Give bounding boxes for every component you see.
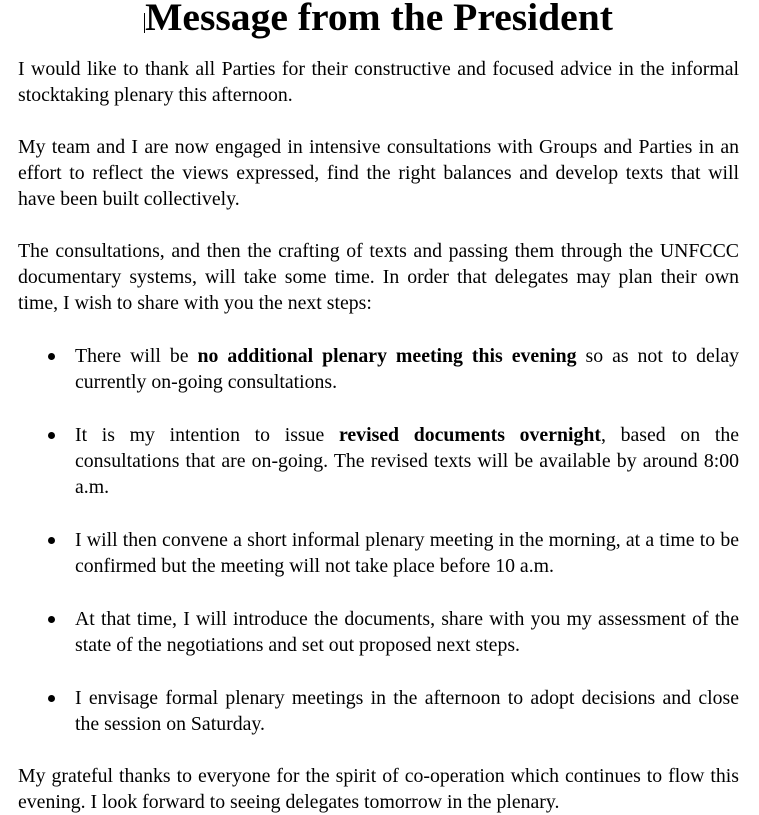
paragraph-closing: My grateful thanks to everyone for the spirit of co-operation which continues to flow this evening. I look forward to seeing delegates tomorrow in the plenary. bbox=[18, 765, 739, 813]
document-page bbox=[18, 0, 739, 815]
next-steps-list bbox=[18, 343, 739, 737]
list-item: It is my intention to issue revised documents overnight, based on the consultations that are on-going. The revised texts will be available by around 8:00 a.m. bbox=[18, 422, 739, 500]
bullet-icon bbox=[48, 432, 55, 439]
list-item: I will then convene a short informal plenary meeting in the morning, at a time to be confirmed but the meeting will not take place before 10 a.m. bbox=[18, 527, 739, 579]
list-item: I envisage formal plenary meetings in the afternoon to adopt decisions and close the session on Saturday. bbox=[18, 685, 739, 737]
list-item: At that time, I will introduce the documents, share with you my assessment of the state of the negotiations and set out proposed next steps. bbox=[18, 606, 739, 658]
paragraph-next-steps-intro: The consultations, and then the crafting of texts and passing them through the UNFCCC documentary systems, will take some time. In order that delegates may plan their own time, I wish to share with you the next steps: bbox=[18, 240, 739, 314]
bullet-icon bbox=[48, 695, 55, 702]
bullet-icon bbox=[48, 616, 55, 623]
bullet-icon bbox=[48, 353, 55, 360]
paragraph-thanks: I would like to thank all Parties for their constructive and focused advice in the informal stocktaking plenary this afternoon. bbox=[18, 58, 739, 106]
paragraph-consultations: My team and I are now engaged in intensive consultations with Groups and Parties in an effort to reflect the views expressed, find the right balances and develop texts that will have been built collectively. bbox=[18, 136, 739, 210]
bullet-icon bbox=[48, 537, 55, 544]
list-item: There will be no additional plenary meeting this evening so as not to delay currently on-going consultations. bbox=[18, 343, 739, 395]
title-text: Message from the President bbox=[145, 0, 613, 39]
document-title bbox=[18, 0, 739, 39]
